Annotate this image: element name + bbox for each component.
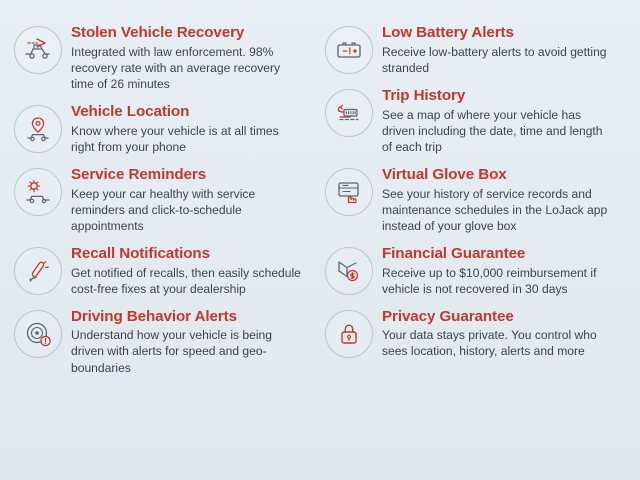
feature-description: Understand how your vehicle is being driven with alerts for speed and geo-boundaries [71,328,273,375]
feature-trip-history [325,87,626,155]
feature-text [71,245,303,297]
driving-behavior-alerts-icon [14,310,62,358]
feature-description: Know where your vehicle is at all times right from your phone [71,123,279,154]
trip-history-route-icon [325,89,373,137]
feature-description: Receive low-battery alerts to avoid getting stranded [382,44,607,75]
feature-privacy-guarantee [325,308,626,360]
feature-text [382,87,614,155]
feature-financial-guarantee [325,245,626,297]
privacy-guarantee-lock-icon [325,310,373,358]
feature-description: Keep your car healthy with service reminders and click-to-schedule appointments [71,186,256,233]
service-reminders-gear-icon [14,168,62,216]
feature-title: Low Battery Alerts [382,24,514,41]
virtual-glove-box-icon [325,168,373,216]
feature-text [71,308,303,376]
feature-text [382,24,614,76]
feature-description: Integrated with law enforcement. 98% recovery rate with an average recovery time of 26 minutes [71,44,281,91]
feature-text [382,308,614,360]
feature-title: Service Reminders [71,165,207,183]
feature-text [71,103,303,155]
feature-stolen-vehicle-recovery [14,24,315,92]
feature-title: Stolen Vehicle Recovery [71,24,245,41]
feature-description: Receive up to $10,000 reimbursement if vehicle is not recovered in 30 days [382,265,597,296]
feature-text [382,245,614,297]
feature-column-right [325,24,626,466]
financial-guarantee-money-icon [325,247,373,295]
feature-low-battery-alerts [325,24,626,76]
feature-text [71,24,303,92]
feature-columns [14,24,626,466]
feature-virtual-glove-box [325,166,626,234]
low-battery-alert-icon [325,26,373,74]
feature-column-left [14,24,315,466]
feature-description: See your history of service records and maintenance schedules in the LoJack app instead of your glove box [382,186,608,233]
feature-title: Recall Notifications [71,244,210,262]
feature-title: Vehicle Location [71,102,190,120]
vehicle-location-pin-icon [14,105,62,153]
feature-description: See a map of where your vehicle has driven including the date, time and length of each trip [382,107,603,154]
feature-description: Get notified of recalls, then easily schedule cost-free fixes at your dealership [71,265,301,296]
feature-title: Trip History [382,86,466,104]
feature-service-reminders [14,166,315,234]
stolen-vehicle-recovery-icon [14,26,62,74]
feature-driving-behavior-alerts [14,308,315,376]
feature-title: Virtual Glove Box [382,165,507,183]
feature-text [71,166,303,234]
feature-title: Privacy Guarantee [382,307,514,325]
feature-text [382,166,614,234]
feature-title: Financial Guarantee [382,244,526,262]
feature-vehicle-location [14,103,315,155]
feature-title: Driving Behavior Alerts [71,307,237,325]
feature-recall-notifications [14,245,315,297]
recall-notifications-bell-icon [14,247,62,295]
feature-description: Your data stays private. You control who sees location, history, alerts and more [382,328,597,359]
